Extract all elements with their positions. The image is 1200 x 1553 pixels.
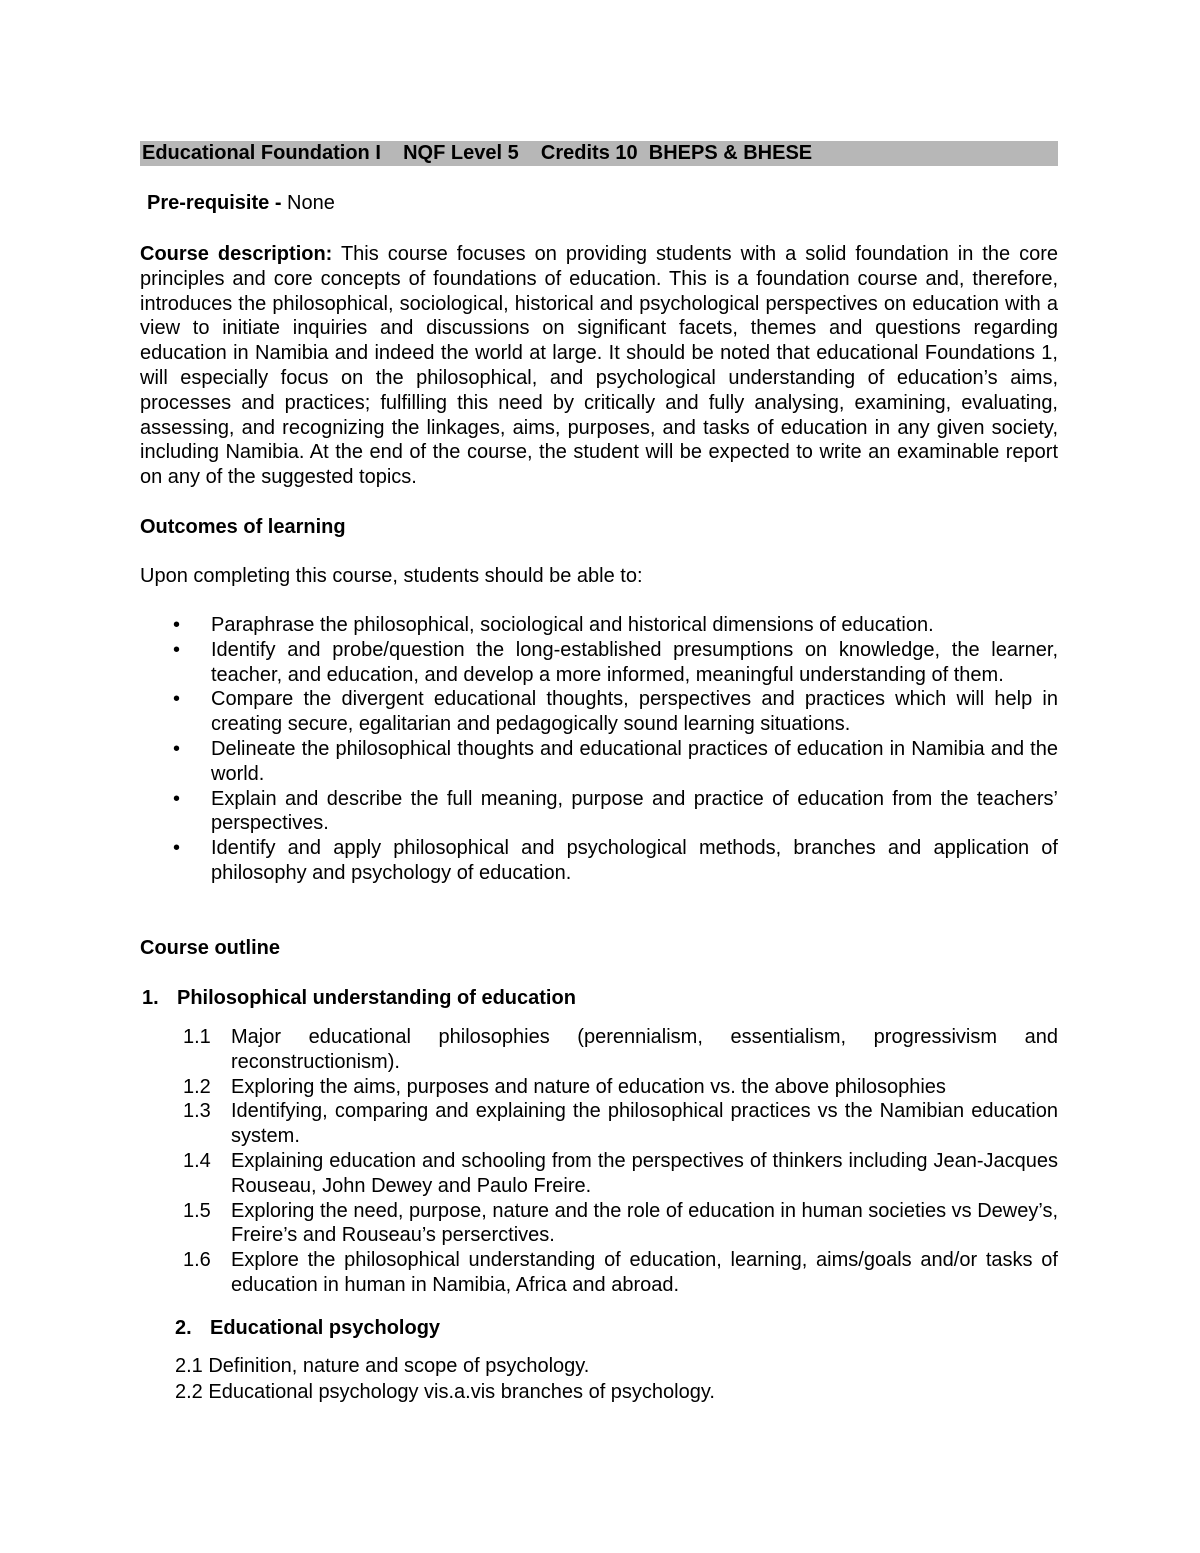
section-number: 1. [142,987,159,1009]
list-item [183,1149,1058,1199]
outcome-text: Compare the divergent educational thoughts, perspectives and practices which will help in creating secure, egalitarian and pedagogically sound learning situations. [211,688,1058,736]
prerequisite [147,191,335,216]
list-item [140,737,1058,787]
bullet-icon: • [173,787,181,810]
outcome-text: Delineate the philosophical thoughts and educational practices of education in Namibia and the world. [211,737,1058,785]
course-description-text: This course focuses on providing students with a solid foundation in the core principles and core concepts of foundations of education. This is a foundation course and, therefore, introduces the philosophical, sociological, historical and psychological perspectives on education with a view to initiate inquiries and discussions on significant facets, themes and questions regarding education in Namibia and indeed the world at large. It should be noted that educational Foundations 1, will especially focus on the philosophical, and psychological understanding of education’s aims, processes and practices; fulfilling this need by critically and fully analysing, examining, evaluating, assessing, and recognizing the linkages, aims, purposes, and tasks of education in any given society, including Namibia. At the end of the course, the student will be expected to write an examinable report on any of the suggested topics. [140,243,1058,489]
list-item [140,787,1058,837]
item-text: Exploring the need, purpose, nature and the role of education in human societies vs Dewey’s, Freire’s and Rouseau’s perserctives. [231,1199,1058,1247]
section-2-heading [175,1316,440,1341]
item-number: 1.6 [183,1249,211,1272]
outcomes-intro: Upon completing this course, students should be able to: [140,565,643,587]
bullet-icon: • [173,688,181,711]
outcome-text: Identify and apply philosophical and psychological methods, branches and application of philosophy and psychology of education. [211,837,1058,884]
section-2-item: 2.1 Definition, nature and scope of psychology. [175,1355,590,1377]
section-title: Educational psychology [210,1317,441,1339]
list-item [183,1248,1058,1298]
outcome-text: Explain and describe the full meaning, purpose and practice of education from the teachers’ perspectives. [211,787,1058,835]
outcomes-list [140,613,1058,886]
bullet-icon: • [173,737,181,760]
section-1-heading [142,986,576,1011]
section-1-list [183,1025,1058,1298]
list-item [140,836,1058,886]
list-item [183,1199,1058,1249]
list-item [183,1099,1058,1149]
item-text: Exploring the aims, purposes and nature of education vs. the above philosophies [231,1075,946,1098]
list-item [183,1025,1058,1075]
section-title: Philosophical understanding of education [177,987,576,1009]
list-item [183,1075,1058,1100]
list-item [140,613,1058,638]
item-text: Major educational philosophies (perennialism, essentialism, progressivism and reconstructionism). [231,1026,1058,1073]
prerequisite-value: None [287,192,335,214]
course-header: Educational Foundation I NQF Level 5 Credits 10 BHEPS & BHESE [140,141,1058,166]
bullet-icon: • [173,638,181,661]
bullet-icon: • [173,614,181,636]
item-number: 1.4 [183,1149,211,1172]
item-number: 1.1 [183,1026,211,1048]
list-item [140,638,1058,688]
prerequisite-label: Pre-requisite - [147,192,288,214]
outcome-text: Paraphrase the philosophical, sociological and historical dimensions of education. [211,614,934,636]
outcome-text: Identify and probe/question the long-established presumptions on knowledge, the learner, teacher, and education, and develop a more informed, meaningful understanding of them. [211,638,1058,686]
item-number: 1.5 [183,1199,211,1222]
item-number: 1.2 [183,1075,211,1098]
course-outline-heading: Course outline [140,937,281,959]
section-number: 2. [175,1317,192,1339]
bullet-icon: • [173,837,181,860]
item-text: Explore the philosophical understanding of education, learning, aims/goals and/or tasks of education in human in Namibia, Africa and abroad. [231,1249,1058,1296]
item-text: Identifying, comparing and explaining the philosophical practices vs the Namibian education system. [231,1100,1058,1148]
item-text: Explaining education and schooling from the perspectives of thinkers including Jean-Jacques Rouseau, John Dewey and Paulo Freire. [231,1149,1058,1197]
course-description-label: Course description: [140,243,333,265]
course-description [140,242,1058,490]
list-item [140,687,1058,737]
section-2-item: 2.2 Educational psychology vis.a.vis branches of psychology. [175,1381,715,1403]
outcomes-heading: Outcomes of learning [140,516,346,538]
item-number: 1.3 [183,1100,211,1123]
